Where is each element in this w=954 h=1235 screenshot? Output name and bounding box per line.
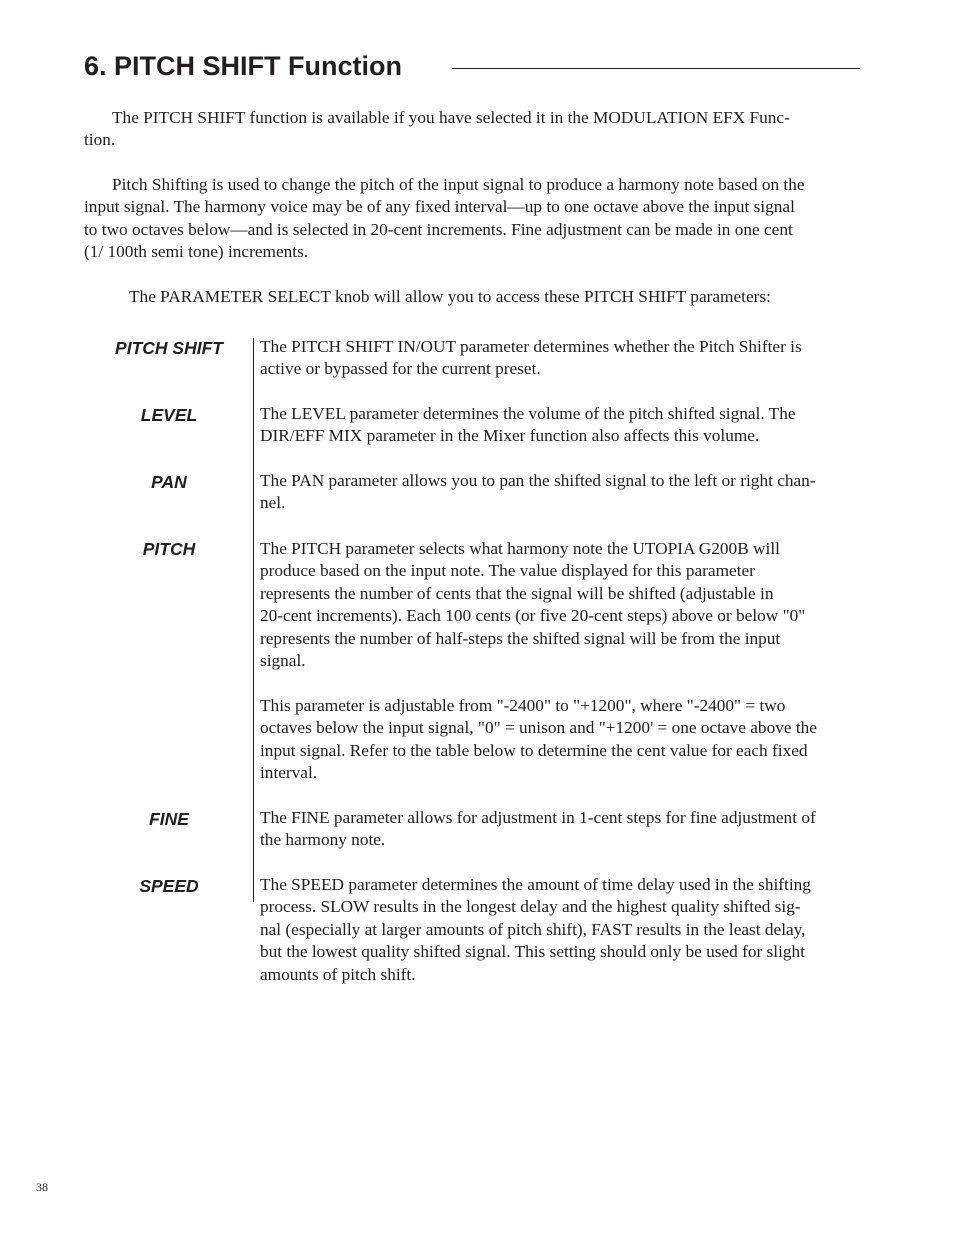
param-desc-pitch-range: This parameter is adjustable from "-2400" to "+1200", where "-2400" = two octaves below the input signal, "0" = unison and "+1200' = one octave above the input signal. Refer to the table below to determine the cent value for each fixed interval.: [260, 696, 817, 783]
param-label-pan: PAN: [151, 472, 187, 492]
param-label-pitch: PITCH: [142, 539, 196, 559]
page-number: 38: [36, 1180, 48, 1194]
param-desc-fine: The FINE parameter allows for adjustment in 1-cent steps for fine adjustment of the harmony note.: [260, 808, 816, 850]
param-desc-speed: The SPEED parameter determines the amount of time delay used in the shifting process. SLOW results in the longest delay and the highest quality shifted sig- nal (especially at larger amounts of pitch shift), FAST results in the least delay, but the lowest quality shifted signal. This setting should only be used for slight amounts of pitch shift.: [260, 875, 811, 984]
param-desc-pitch-shift: The PITCH SHIFT IN/OUT parameter determines whether the Pitch Shifter is active or bypassed for the current preset.: [260, 337, 802, 379]
param-label-pitch-shift: PITCH SHIFT: [115, 338, 223, 358]
intro-paragraph-parameter-select: The PARAMETER SELECT knob will allow you to access these PITCH SHIFT parameters:: [129, 287, 771, 306]
param-desc-pitch: The PITCH parameter selects what harmony note the UTOPIA G200B will produce based on the input note. The value displayed for this parameter represents the number of cents that the signal will be shifted (adjustable in 20-cent increments). Each 100 cents (or five 20-cent steps) above or below "0" represents the number of half-steps the shifted signal will be from the input signal.: [260, 539, 806, 671]
page-title: 6. PITCH SHIFT Function: [84, 51, 402, 81]
param-desc-pan: The PAN parameter allows you to pan the shifted signal to the left or right chan- nel.: [260, 471, 816, 513]
heading-rule: [452, 68, 860, 69]
intro-paragraph-availability: The PITCH SHIFT function is available if you have selected it in the MODULATION EFX Func- tion.: [84, 108, 790, 150]
param-label-speed: SPEED: [139, 876, 199, 896]
param-desc-level: The LEVEL parameter determines the volume of the pitch shifted signal. The DIR/EFF MIX parameter in the Mixer function also affects this volume.: [260, 404, 796, 446]
param-label-fine: FINE: [149, 809, 189, 829]
intro-paragraph-pitch-shifting: Pitch Shifting is used to change the pitch of the input signal to produce a harmony note based on the input signal. The harmony voice may be of any fixed interval—up to one octave above the input signal to two octaves below—and is selected in 20-cent increments. Fine adjustment can be made in one cent (1/ 100th semi tone) increments.: [84, 175, 805, 262]
param-label-level: LEVEL: [140, 405, 198, 425]
